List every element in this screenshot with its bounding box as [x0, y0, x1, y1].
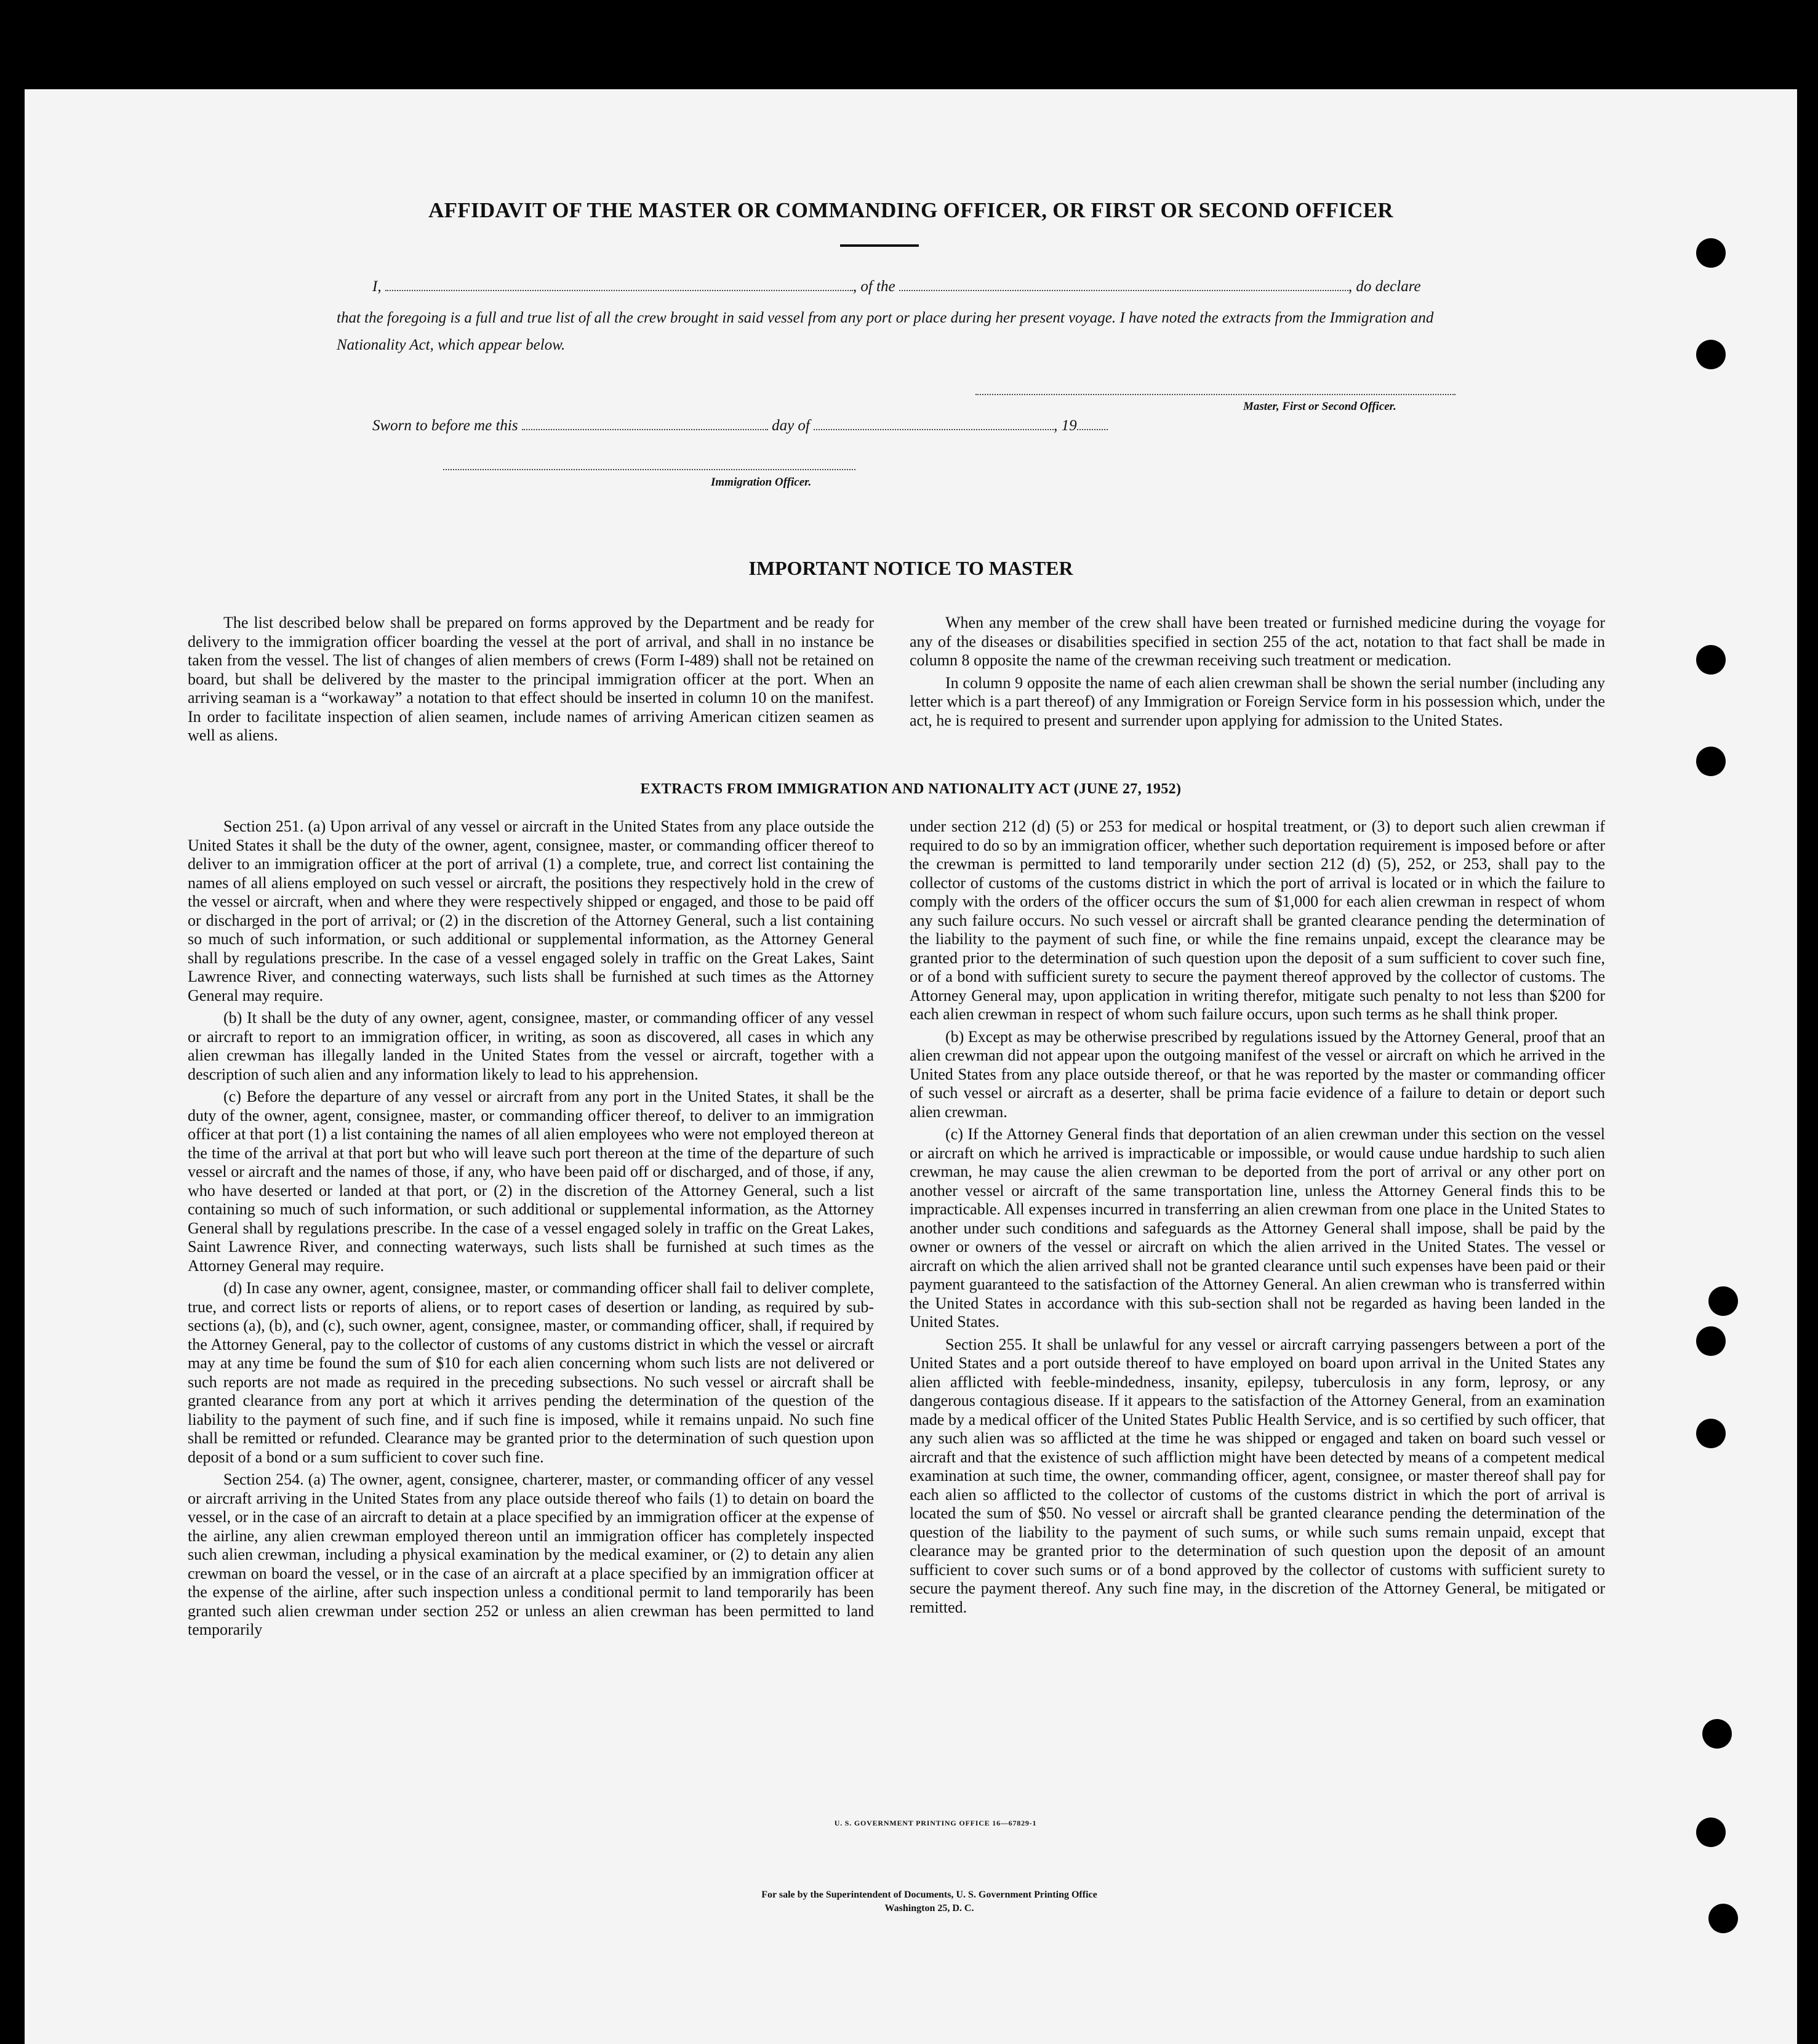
declaration-line: [372, 278, 1421, 295]
section-251-d: (d) In case any owner, agent, consignee, master, or commanding officer shall fail to deliver complete, true, and correct lists or reports of aliens, or to report cases of desertion or landing, as required by sub-sections (a), (b), and (c), such owner, agent, consignee, master, or commanding officer, shall, if required by the Attorney General, pay to the collector of customs of any customs district in which the vessel or aircraft may at any time be found the sum of $10 for each alien concerning whom such lists are not delivered or such reports are not made as required in the preceding subsections. No such vessel or aircraft shall be granted clearance from any port at which it arrives pending the determination of the question of the liability to the payment of such fine, and if such fine is imposed, while it remains unpaid. No such fine shall be remitted or refunded. Clearance may be granted prior to the determination of such question upon deposit of a bond or a sum sufficient to cover such fine.: [188, 1279, 874, 1466]
punch-hole: [1702, 1719, 1732, 1749]
affidavit-title: AFFIDAVIT OF THE MASTER OR COMMANDING OFFICER, OR FIRST OR SECOND OFFICER: [428, 198, 1393, 222]
punch-hole: [1696, 340, 1726, 369]
officer-signature-line[interactable]: [443, 469, 855, 470]
gpo-imprint: U. S. GOVERNMENT PRINTING OFFICE 16—67829-1: [834, 1819, 1037, 1827]
day-of-label: day of: [772, 417, 810, 434]
punch-hole: [1696, 1326, 1726, 1356]
section-254-b: (b) Except as may be otherwise prescribed by regulations issued by the Attorney General, proof that an alien crewman did not appear upon the outgoing manifest of the vessel or aircraft on which he arrived in the United States from any place outside thereof, or that he was reported by the master or commanding officer of such vessel or aircraft as a deserter, shall be prima facie evidence of a failure to detain or deport such alien crewman.: [910, 1027, 1605, 1121]
year-prefix: , 19: [1054, 417, 1077, 434]
master-signature-line[interactable]: [975, 394, 1456, 395]
sworn-label: Sworn to before me this: [372, 417, 518, 434]
year-field[interactable]: [1077, 428, 1108, 430]
notice-right-paragraph: When any member of the crew shall have been treated or furnished medicine during the voyage for any of the diseases or disabilities specified in section 255 of the act, notation to that fact shall be made in column 8 opposite the name of the crewman receiving such treatment or medication.: [910, 614, 1605, 669]
i-label: I,: [372, 278, 382, 295]
section-254-c: (c) If the Attorney General finds that deportation of an alien crewman under this section on the vessel or aircraft on which he arrived is impracticable or impossible, or would cause undue hardship to such alien crewman, he may cause the alien crewman to be deported from the port of arrival or any other port on another vessel or aircraft of the same transportation line, unless the Attorney General finds this to be impracticable. All expenses incurred in transferring an alien crewman from one place in the United States to another under such conditions and safeguards as the Attorney General shall impose, shall be paid by the owner or owners of the vessel or aircraft on which the alien arrived in the United States. The vessel or aircraft on which the alien arrived shall not be granted clearance until such expenses have been paid or their payment guaranteed to the satisfaction of the Attorney General. An alien crewman who is transferred within the United States in accordance with this sub-section shall not be regarded as having been landed in the United States.: [910, 1125, 1605, 1331]
officer-caption: Immigration Officer.: [711, 476, 812, 489]
section-254-a-continued: under section 212 (d) (5) or 253 for medical or hospital treatment, or (3) to deport such alien crewman if required to do so by an immigration officer, whether such deportation requirement is imposed before or after the crewman is permitted to land temporarily under section 212 (d) (5), 252, or 253, shall pay to the collector of customs of the customs district in which the port of arrival is located or in which the failure to comply with the orders of the officer occurs the sum of $1,000 for each alien crewman in respect of whom any such failure occurs. No such vessel or aircraft shall be granted clearance pending the determination of the liability to the payment of such fine, or while the fine remains unpaid, except the clearance may be granted prior to the determination of such question upon the deposit of a sum sufficient to cover such fine, or of a bond with sufficient surety to secure the payment thereof approved by the collector of customs. The Attorney General may, upon application in writing therefor, mitigate such penalty to not less than $200 for each alien crewman in respect of whom such failure occurs, upon such terms as he shall think proper.: [910, 817, 1605, 1023]
sworn-day-field[interactable]: [522, 428, 768, 430]
title-divider: [840, 244, 919, 247]
sale-notice-line-1: For sale by the Superintendent of Documents, U. S. Government Printing Office: [761, 1890, 1097, 1900]
master-caption: Master, First or Second Officer.: [1243, 400, 1396, 413]
punch-hole: [1696, 1419, 1726, 1448]
sworn-line: [372, 417, 1108, 435]
punch-hole: [1696, 747, 1726, 776]
punch-hole: [1696, 645, 1726, 675]
notice-right-column: [910, 614, 1605, 734]
declare-label: , do declare: [1348, 278, 1421, 295]
form-page: [25, 89, 1797, 2044]
sworn-month-field[interactable]: [814, 428, 1054, 430]
sale-notice-line-2: Washington 25, D. C.: [884, 1903, 974, 1914]
section-251-a: Section 251. (a) Upon arrival of any vessel or aircraft in the United States from any place outside the United States it shall be the duty of the owner, agent, consignee, master, or commanding officer thereof to deliver to an immigration officer at the port of arrival (1) a complete, true, and correct list containing the names of all aliens employed on such vessel or aircraft, the positions they respectively hold in the crew of the vessel or aircraft, when and where they were respectively shipped or engaged, and those to be paid off or discharged in the port of arrival; or (2) in the discretion of the Attorney General, such a list containing so much of such information, or such additional or supplemental information, as the Attorney General shall by regulations prescribe. In the case of a vessel engaged solely in traffic on the Great Lakes, Saint Lawrence River, and connecting waterways, such lists shall be furnished at such times as the Attorney General may require.: [188, 817, 874, 1004]
extracts-title: EXTRACTS FROM IMMIGRATION AND NATIONALITY ACT (JUNE 27, 1952): [640, 781, 1182, 797]
section-254-a: Section 254. (a) The owner, agent, consignee, charterer, master, or commanding officer of any vessel or aircraft arriving in the United States from any place outside thereof who fails (1) to detain on board the vessel, or in the case of an aircraft to detain at a place specified by an immigration officer at the expense of the airline, any alien crewman employed thereon until an immigration officer has completely inspected such alien crewman, including a physical examination by the medical examiner, or (2) to detain any alien crewman on board the vessel, or in the case of an aircraft at a place specified by an immigration officer at the expense of the airline, after such inspection unless a conditional permit to land temporarily has been granted such alien crewman under section 252 or unless an alien crewman has been permitted to land temporarily: [188, 1470, 874, 1638]
extracts-right-column: [910, 817, 1605, 1621]
punch-hole: [1696, 238, 1726, 268]
name-field[interactable]: [385, 289, 853, 291]
section-255: Section 255. It shall be unlawful for any vessel or aircraft carrying passengers between a port of the United States and a port outside thereof to have employed on board upon arrival in the United States any alien afflicted with feeble-mindedness, insanity, epilepsy, tuberculosis in any form, leprosy, or any dangerous contagious disease. If it appears to the satisfaction of the Attorney General, from an examination made by a medical officer of the United States Public Health Service, and is so certified by such officer, that any such alien was so afflicted at the time he was shipped or engaged and taken on board such vessel or aircraft and that the existence of such affliction might have been detected by means of a competent medical examination at such time, the owner, commanding officer, agent, consignee, or master thereof shall pay for each alien so afflicted to the collector of customs of the customs district in which the port of arrival is located the sum of $50. No vessel or aircraft shall be granted clearance pending the determination of the question of the liability to the payment of such sums, or while such sums remain unpaid, except that clearance may be granted prior to the determination of such question upon the deposit of an amount sufficient to cover such sums or of a bond approved by the collector of customs with sufficient surety to secure the payment thereof. Any such fine may, in the discretion of the Attorney General, be mitigated or remitted.: [910, 1335, 1605, 1616]
affidavit-body: that the foregoing is a full and true list of all the crew brought in said vessel from any port or place during her present voyage. I have noted the extracts from the Immigration and Nationality Act, which appear below.: [337, 310, 1434, 353]
punch-hole: [1708, 1286, 1738, 1316]
section-251-c: (c) Before the departure of any vessel or aircraft from any port in the United States, it shall be the duty of the owner, agent, consignee, master, or commanding officer thereof, to deliver to an immigration officer at that port (1) a list containing the names of all alien employees who were not employed thereon at the time of the arrival at that port but who will leave such port thereon at the time of the departure of such vessel or aircraft and the names of those, if any, who have been paid off or discharged, and of those, if any, who have deserted or landed at that port, or (2) in the discretion of the Attorney General, such a list containing so much of such information, or such additional or supplemental information, as the Attorney General shall by regulations prescribe. In the case of a vessel engaged solely in traffic on the Great Lakes, Saint Lawrence River, and connecting waterways, such lists shall be furnished at such times as the Attorney General may require.: [188, 1088, 874, 1275]
notice-title: IMPORTANT NOTICE TO MASTER: [748, 557, 1073, 579]
notice-left-column: [188, 614, 874, 749]
vessel-field[interactable]: [899, 289, 1348, 291]
notice-right-paragraph: In column 9 opposite the name of each alien crewman shall be shown the serial number (including any letter which is a part thereof) of any Immigration or Foreign Service form in his possession which, under the act, he is required to present and surrender upon applying for admission to the United States.: [910, 673, 1605, 729]
of-the-label: , of the: [852, 278, 895, 295]
notice-left-paragraph: The list described below shall be prepared on forms approved by the Department and be ready for delivery to the immigration officer boarding the vessel at the port of arrival, and shall in no instance be taken from the vessel. The list of changes of alien members of crews (Form I-489) shall not be retained on board, but shall be delivered by the master to the principal immigration officer at the port. When an arriving seaman is a “workaway” a notation to that effect should be inserted in column 10 on the manifest. In order to facilitate inspection of alien seamen, include names of arriving American citizen seamen as well as aliens.: [188, 614, 874, 744]
extracts-left-column: [188, 817, 874, 1643]
section-251-b: (b) It shall be the duty of any owner, agent, consignee, master, or commanding officer of any vessel or aircraft to report to an immigration officer, in writing, as soon as discovered, all cases in which any alien crewman has illegally landed in the United States from the vessel or aircraft, together with a description of such alien and any information likely to lead to his apprehension.: [188, 1009, 874, 1083]
